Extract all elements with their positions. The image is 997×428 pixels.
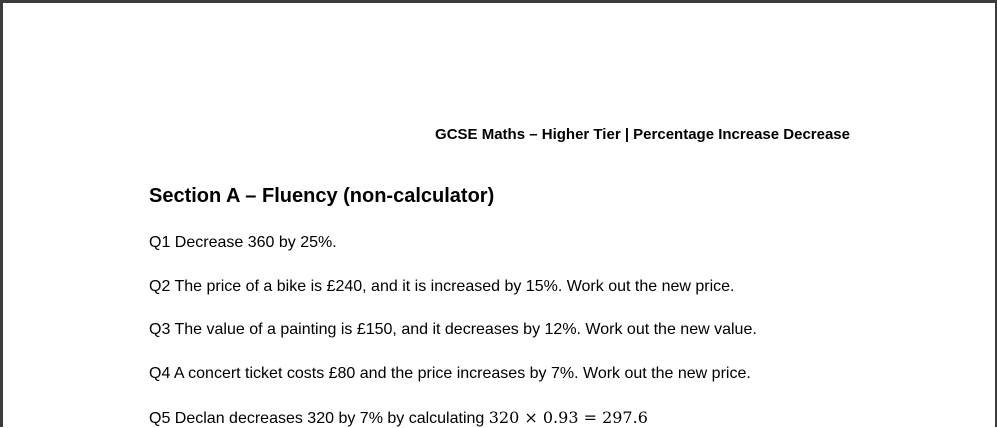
question-2: Q2 The price of a bike is £240, and it is increased by 15%. Work out the new price. [149,278,735,295]
question-5-text: Q5 Declan decreases 320 by 7% by calculating [149,410,489,427]
question-5 [149,408,648,428]
question-1: Q1 Decrease 360 by 25%. [149,234,337,251]
question-4: Q4 A concert ticket costs £80 and the price increases by 7%. Work out the new price. [149,365,751,382]
question-5-math: 320 × 0.93 = 297.6 [488,408,648,427]
page-header: GCSE Maths – Higher Tier | Percentage Increase Decrease [435,126,850,143]
section-title: Section A – Fluency (non-calculator) [149,185,495,207]
question-3: Q3 The value of a painting is £150, and it decreases by 12%. Work out the new value. [149,321,757,338]
